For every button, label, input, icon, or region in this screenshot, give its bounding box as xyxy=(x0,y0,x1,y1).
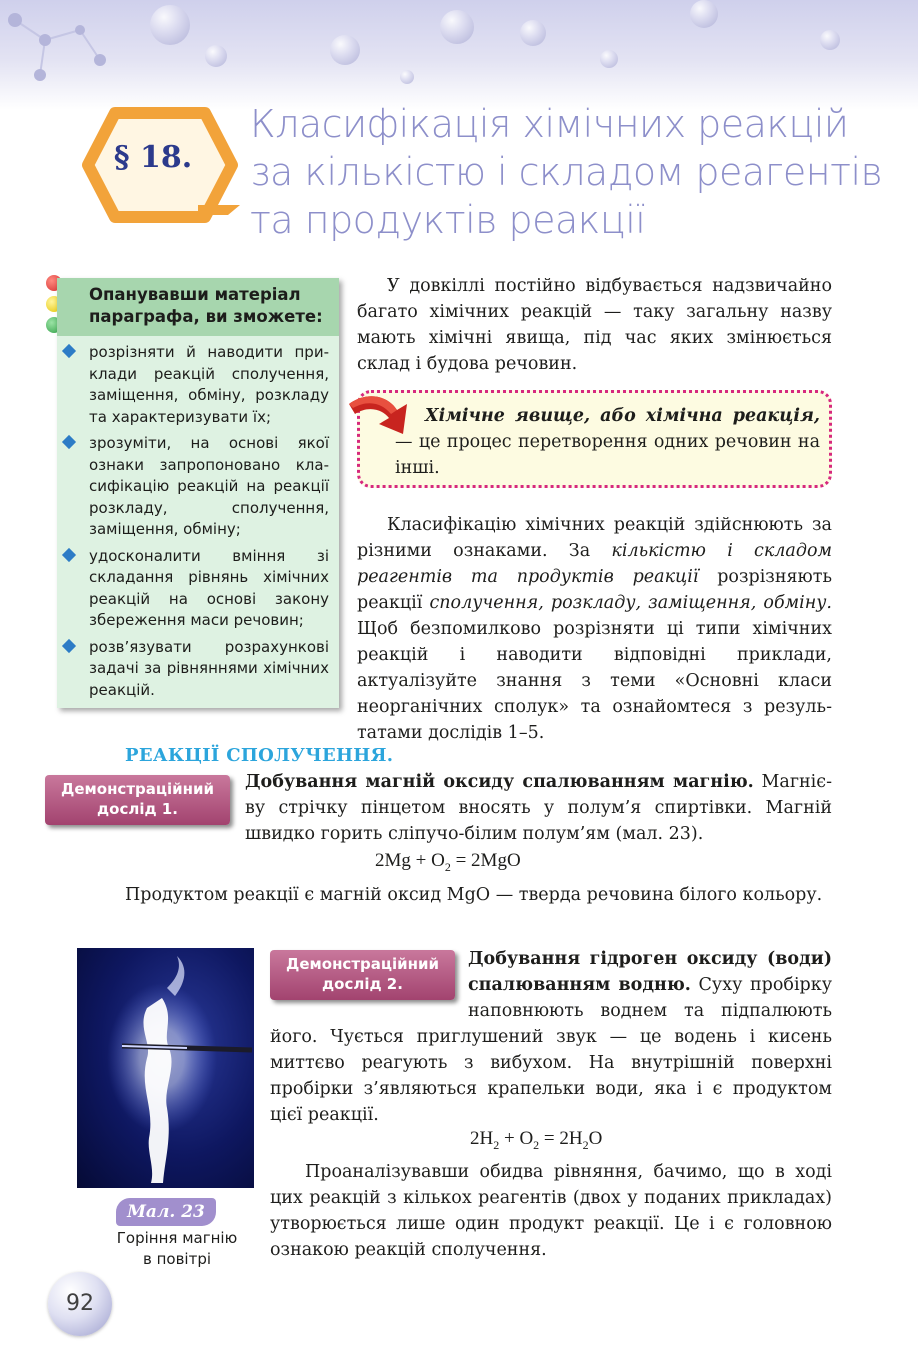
list-item xyxy=(57,637,339,702)
bullet-diamond-icon xyxy=(62,547,76,561)
bubble-decoration xyxy=(600,50,618,68)
eq-sub: 2 xyxy=(444,859,451,874)
caption-line: в повітрі xyxy=(142,1250,212,1268)
bubble-decoration xyxy=(820,30,840,50)
demo1-text: Магнієву стрічку пінцетом вносять у полум’я спиртівки. Магній швидко горить сліпучо-білим полум’ям (мал. 23). xyxy=(245,772,832,844)
bubble-decoration xyxy=(690,0,718,28)
eq-part: = 2H xyxy=(539,1128,583,1149)
list-item xyxy=(57,546,339,632)
badge-line: Демонстраційний xyxy=(60,780,215,798)
objective-text: розв’язувати розрахункові задачі за рівняннями хімічних реакцій. xyxy=(89,637,329,699)
demo1-paragraph xyxy=(245,769,832,847)
definition-body: — це процес перетворення одних речовин на інші. xyxy=(395,432,820,478)
eq-part: = 2MgO xyxy=(450,850,521,871)
decorative-header-band xyxy=(0,0,918,110)
text-run: розрізняють реакції xyxy=(357,567,832,613)
chapter-title xyxy=(250,100,890,244)
eq-part: 2Mg + O xyxy=(375,850,445,871)
list-item xyxy=(57,342,339,428)
bubble-decoration xyxy=(440,10,474,44)
objective-text: розрізняти й наводити приклади реакцій сполучення, заміщення, обміну, розкладу та характеризувати їх; xyxy=(89,343,329,426)
bullet-diamond-icon xyxy=(62,344,76,358)
demo1-title: Добування магній оксиду спалюванням магнію. xyxy=(245,772,754,792)
italic-run: сполучення, розкладу, заміщення, обміну. xyxy=(429,593,832,613)
italic-run: кількістю і складом реагентів та продуктів реакції xyxy=(357,541,832,587)
demo2-paragraph xyxy=(270,946,832,1128)
chapter-title-line: та продуктів реакції xyxy=(250,198,646,242)
intro-text: У довкіллі постійно відбувається надзвичайно багато хімічних реакцій — таку загальну назву мають хімічні явища, під час яких змінюється склад і будова речовин. xyxy=(357,276,832,374)
figure-caption xyxy=(77,1228,277,1270)
badge-line: Демонстраційний xyxy=(285,955,440,973)
product-paragraph: Продуктом реакції є магній оксид MgO — тверда речовина білого кольору. xyxy=(125,885,823,905)
section-number: § 18. xyxy=(113,140,193,175)
classification-paragraph xyxy=(357,512,832,746)
chapter-title-line: за кількістю і складом реагентів xyxy=(250,150,883,194)
caption-line: Горіння магнію xyxy=(116,1229,238,1247)
definition-term: Хімічне явище, або хімічна реакція, xyxy=(425,406,820,426)
equation-water xyxy=(470,1128,602,1153)
demo2-title: Добування гідроген оксиду (води) спалюванням водню. xyxy=(468,949,832,995)
objectives-heading: Опанувавши матеріал параграфа, ви зможете: xyxy=(57,278,339,336)
page-number: 92 xyxy=(48,1272,112,1336)
definition-text xyxy=(395,403,820,481)
bullet-diamond-icon xyxy=(62,638,76,652)
badge-line: дослід 1. xyxy=(97,800,178,818)
text-run: Класифікацію хімічних реакцій здійснюють за різними ознаками. За xyxy=(357,515,832,561)
bubble-decoration xyxy=(520,20,546,46)
eq-sub: 2 xyxy=(582,1137,589,1152)
objectives-box xyxy=(57,278,339,708)
list-item xyxy=(57,433,339,541)
bullet-diamond-icon xyxy=(62,435,76,449)
eq-sub: 2 xyxy=(493,1137,500,1152)
figure-label: Мал. 23 xyxy=(116,1198,216,1226)
magnesium-burning-photo xyxy=(77,948,254,1188)
bubble-decoration xyxy=(205,45,227,67)
demo-experiment-1-badge xyxy=(45,775,230,825)
eq-part: + O xyxy=(499,1128,534,1149)
bubble-decoration xyxy=(400,70,414,84)
eq-part: O xyxy=(588,1128,603,1149)
intro-paragraph xyxy=(357,273,832,377)
text-run: Щоб безпомилково розрізняти ці типи хімічних реакцій і наводити відповідні приклади, актуалізуйте знання з теми «Основні класи неорганічних сполук» та ознайомтеся з результатами дослідів 1–5. xyxy=(357,619,832,743)
eq-part: 2H xyxy=(470,1128,494,1149)
flame-illustration-icon xyxy=(77,948,254,1188)
objectives-list xyxy=(57,342,339,701)
objective-text: зрозуміти, на основі якої ознаки запропоновано класифікацію реакцій на реакції розкладу, сполучення, заміщення, обміну; xyxy=(89,434,329,538)
chapter-title-line: Класифікація хімічних реакцій xyxy=(250,102,849,146)
molecule-decoration-icon xyxy=(0,0,120,90)
badge-line: дослід 2. xyxy=(322,975,403,993)
objective-text: удосконалити вміння зі складання рівнянь хімічних реакцій на основі закону збереження маси речовин; xyxy=(89,546,329,629)
eq-sub: 2 xyxy=(533,1137,540,1152)
section-heading: РЕАКЦІЇ СПОЛУЧЕННЯ. xyxy=(125,745,394,766)
badge-spacer xyxy=(270,946,468,1000)
bubble-decoration xyxy=(330,35,360,65)
bubble-decoration xyxy=(150,5,190,45)
demo2-text: Суху пробірку наповнюють воднем та підпалюють його. Чується приглушений звук — це водень і кисень миттєво реагують з вибухом. На внутрішній поверхні пробірки з’являються крапельки води, яка і є продуктом цієї реакції. xyxy=(270,975,832,1125)
equation-magnesium xyxy=(375,850,521,875)
conclusion-paragraph: Проаналізувавши обидва рівняння, бачимо, що в ході цих реакцій з кількох реагентів (двох у поданих прикладах) утворюється лише один продукт реакції. Це і є головною ознакою реакцій сполучення. xyxy=(270,1162,832,1260)
